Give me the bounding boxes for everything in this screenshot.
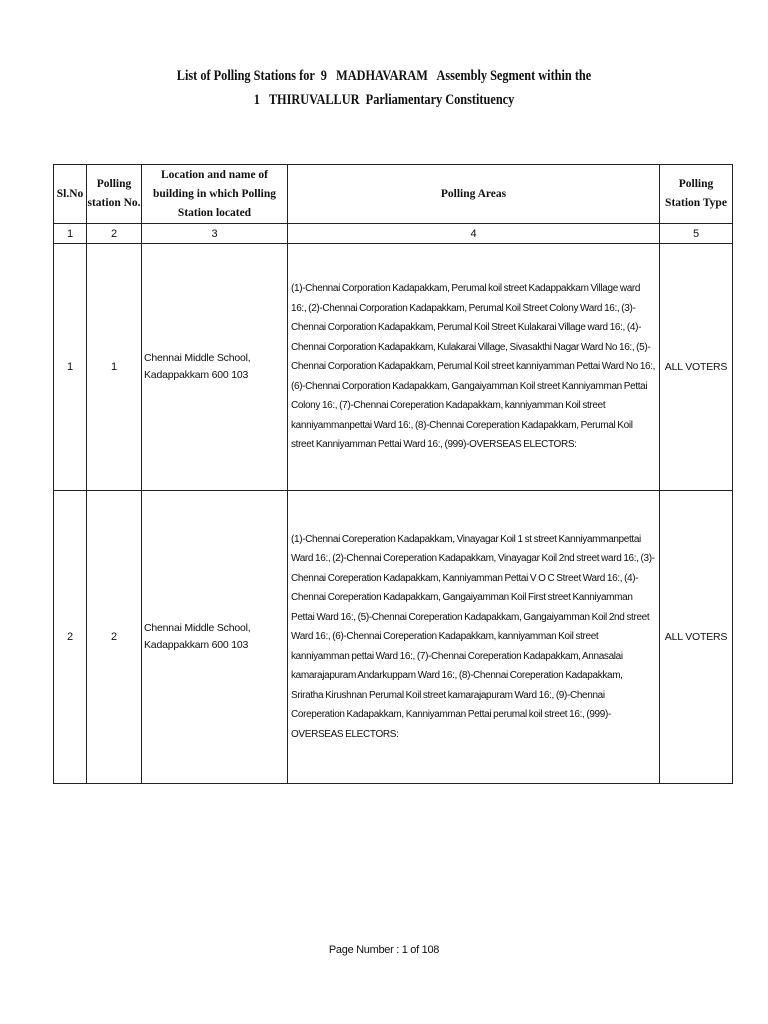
cell-sl-no: 2 — [54, 491, 87, 784]
cell-station-type: ALL VOTERS — [660, 491, 733, 784]
header-station-type: Polling Station Type — [660, 165, 733, 224]
cell-location: Chennai Middle School, Kadappakkam 600 103 — [142, 491, 288, 784]
column-number: 4 — [288, 224, 660, 244]
document-title — [69, 64, 699, 112]
cell-polling-areas: (1)-Chennai Coreperation Kadapakkam, Vinayagar Koil 1 st street Kanniyammanpettai Ward 16:, (2)-Chennai Coreperation Kadapakkam, Vinayagar Koil 2nd street ward 16:, (3)-Chennai Coreperation Kadapakkam, Kanniyamman Pettai V O C Street Ward 16:, (4)-Chennai Coreperation Kadapakkam, Gangaiyamman Koil First street Kanniyamman Pettai Ward 16:, (5)-Chennai Coreperation Kadapakkam, Gangaiyamman Koil 2nd street Ward 16:, (6)-Chennai Coreperation Kadapakkam, kanniyamman Koil street kanniyamman pettai Ward 16:, (7)-Chennai Coreperation Kadapakkam, Annasalai kamarajapuram Andarkuppam Ward 16:, (8)-Chennai Coreperation Kadapakkam, Sriratha Kirushnan Perumal Koil street kamarajapuram Ward 16:, (9)-Chennai Coreperation Kadapakkam, Kanniyamman Pettai perumal koil street 16:, (999)-OVERSEAS ELECTORS: — [288, 491, 660, 784]
header-polling-areas: Polling Areas — [288, 165, 660, 224]
header-sl-no: Sl.No — [54, 165, 87, 224]
table-row — [54, 244, 733, 491]
column-number: 1 — [54, 224, 87, 244]
header-location: Location and name of building in which Polling Station located — [142, 165, 288, 224]
cell-station-type: ALL VOTERS — [660, 244, 733, 491]
header-station-no: Polling station No. — [87, 165, 142, 224]
page-number: Page Number : 1 of 108 — [328, 944, 440, 956]
cell-station-no: 1 — [87, 244, 142, 491]
column-number-row — [54, 224, 733, 244]
table-header-row — [54, 165, 733, 224]
polling-stations-table — [53, 164, 733, 784]
cell-polling-areas: (1)-Chennai Corporation Kadapakkam, Perumal koil street Kadappakkam Village ward 16:, (2)-Chennai Corporation Kadapakkam, Perumal Koil Street Colony Ward 16:, (3)-Chennai Corporation Kadapakkam, Perumal Koil Street Kulakarai Village ward 16:, (4)-Chennai Corporation Kadapakkam, Kulakarai Village, Sivasakthi Nagar Ward No 16:, (5)-Chennai Corporation Kadapakkam, Perumal Koil street kanniyamman Pettai Ward No 16:, (6)-Chennai Corporation Kadapakkam, Gangaiyamman Koil street Kanniyamman Pettai Colony 16:, (7)-Chennai Coreperation Kadapakkam, kanniyamman Koil street kanniyammanpettai Ward 16:, (8)-Chennai Coreperation Kadapakkam, Perumal Koil street Kanniyamman Pettai Ward 16:, (999)-OVERSEAS ELECTORS: — [288, 244, 660, 491]
title-line-2: 1 THIRUVALLUR Parliamentary Constituency — [253, 92, 515, 108]
table-row — [54, 491, 733, 784]
cell-location: Chennai Middle School, Kadappakkam 600 103 — [142, 244, 288, 491]
cell-sl-no: 1 — [54, 244, 87, 491]
cell-station-no: 2 — [87, 491, 142, 784]
column-number: 3 — [142, 224, 288, 244]
title-line-1: List of Polling Stations for 9 MADHAVARAM Assembly Segment within the — [176, 68, 592, 84]
column-number: 2 — [87, 224, 142, 244]
column-number: 5 — [660, 224, 733, 244]
